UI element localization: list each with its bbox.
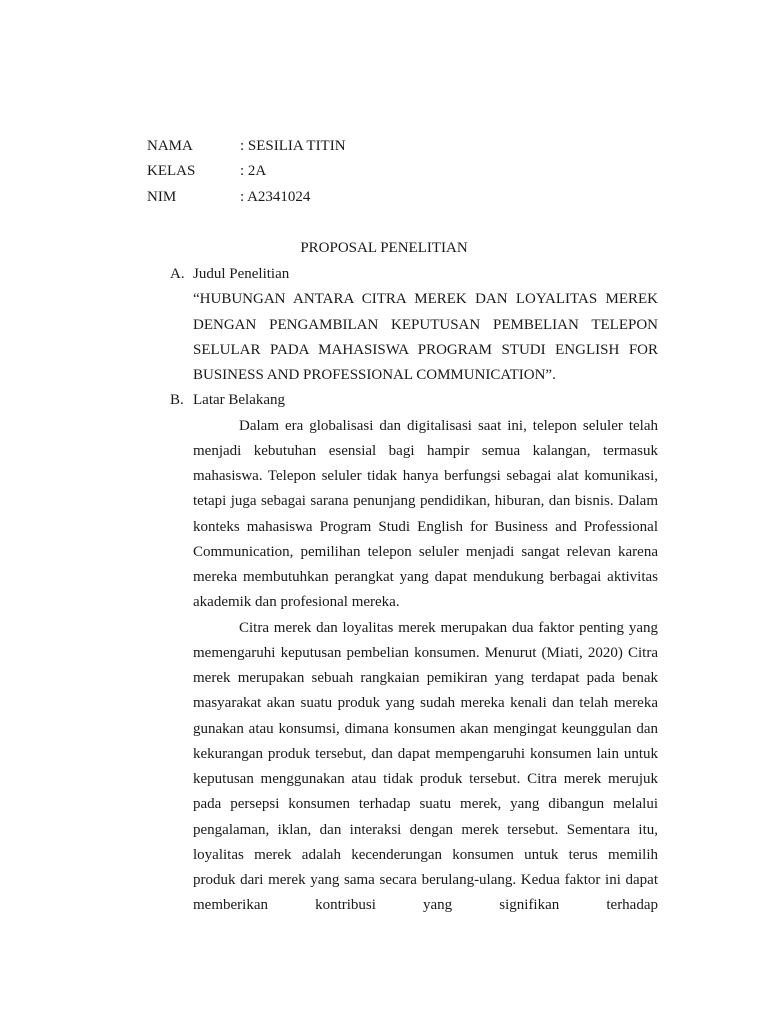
research-title-text: “HUBUNGAN ANTARA CITRA MEREK DAN LOYALITAS MEREK DENGAN PENGAMBILAN KEPUTUSAN PEMBELIAN TELEPON SELULAR PADA MAHASISWA PROGRAM STUDI ENGLISH FOR BUSINESS AND PROFESSIONAL COMMUNICATION”. bbox=[193, 291, 658, 383]
identity-value: : SESILIA TITIN bbox=[240, 138, 346, 154]
identity-block bbox=[147, 136, 346, 212]
section-judul-penelitian bbox=[170, 262, 658, 388]
identity-row-nama bbox=[147, 136, 346, 161]
section-heading bbox=[170, 388, 658, 413]
identity-label: NAMA bbox=[147, 138, 193, 154]
section-heading bbox=[170, 262, 658, 287]
identity-row-nim bbox=[147, 187, 346, 212]
identity-label: NIM bbox=[147, 188, 177, 205]
paragraph: Dalam era globalisasi dan digitalisasi saat ini, telepon seluler telah menjadi kebutuhan esensial bagi hampir semua kalangan, termasuk mahasiswa. Telepon seluler tidak hanya berfungsi sebagai alat komunikasi, tetapi juga sebagai sarana penunjang pendidikan, hiburan, dan bisnis. Dalam konteks mahasiswa Program Studi English for Business and Professional Communication, pemilihan telepon seluler menjadi sangat relevan karena mereka membutuhkan perangkat yang dapat mendukung berbagai aktivitas akademik dan profesional mereka. bbox=[193, 417, 658, 611]
identity-label: KELAS bbox=[147, 163, 196, 180]
section-content bbox=[193, 287, 658, 388]
paragraph: Citra merek dan loyalitas merek merupakan dua faktor penting yang memengaruhi keputusan pembelian konsumen. Menurut (Miati, 2020) Citra merek merupakan sebuah rangkaian pemikiran yang terdapat pada benak masyarakat akan suatu produk yang sudah mereka kenali dan telah mereka gunakan atau konsumsi, dimana konsumen akan mengingat keunggulan dan kekurangan produk tersebut, dan dapat mempengaruhi konsumen lain untuk keputusan menggunakan atau tidak produk tersebut. Citra merek merujuk pada persepsi konsumen terhadap suatu merek, yang dibangun melalui pengalaman, iklan, dan interaksi dengan merek tersebut. Sementara itu, loyalitas merek adalah kecenderungan konsumen untuk terus memilih produk dari merek yang sama secara berulang-ulang. Kedua faktor ini dapat memberikan kontribusi yang signifikan terhadap bbox=[193, 619, 658, 914]
document-title: PROPOSAL PENELITIAN bbox=[300, 240, 468, 256]
document-body bbox=[170, 262, 658, 919]
identity-value: : 2A bbox=[240, 163, 267, 180]
section-letter: A. bbox=[170, 266, 185, 282]
section-letter: B. bbox=[170, 392, 184, 409]
identity-value: : A2341024 bbox=[240, 188, 311, 205]
section-content bbox=[193, 414, 658, 919]
section-heading-text: Judul Penelitian bbox=[193, 266, 290, 282]
identity-row-kelas bbox=[147, 161, 346, 186]
section-latar-belakang bbox=[170, 388, 658, 918]
section-heading-text: Latar Belakang bbox=[193, 392, 286, 409]
